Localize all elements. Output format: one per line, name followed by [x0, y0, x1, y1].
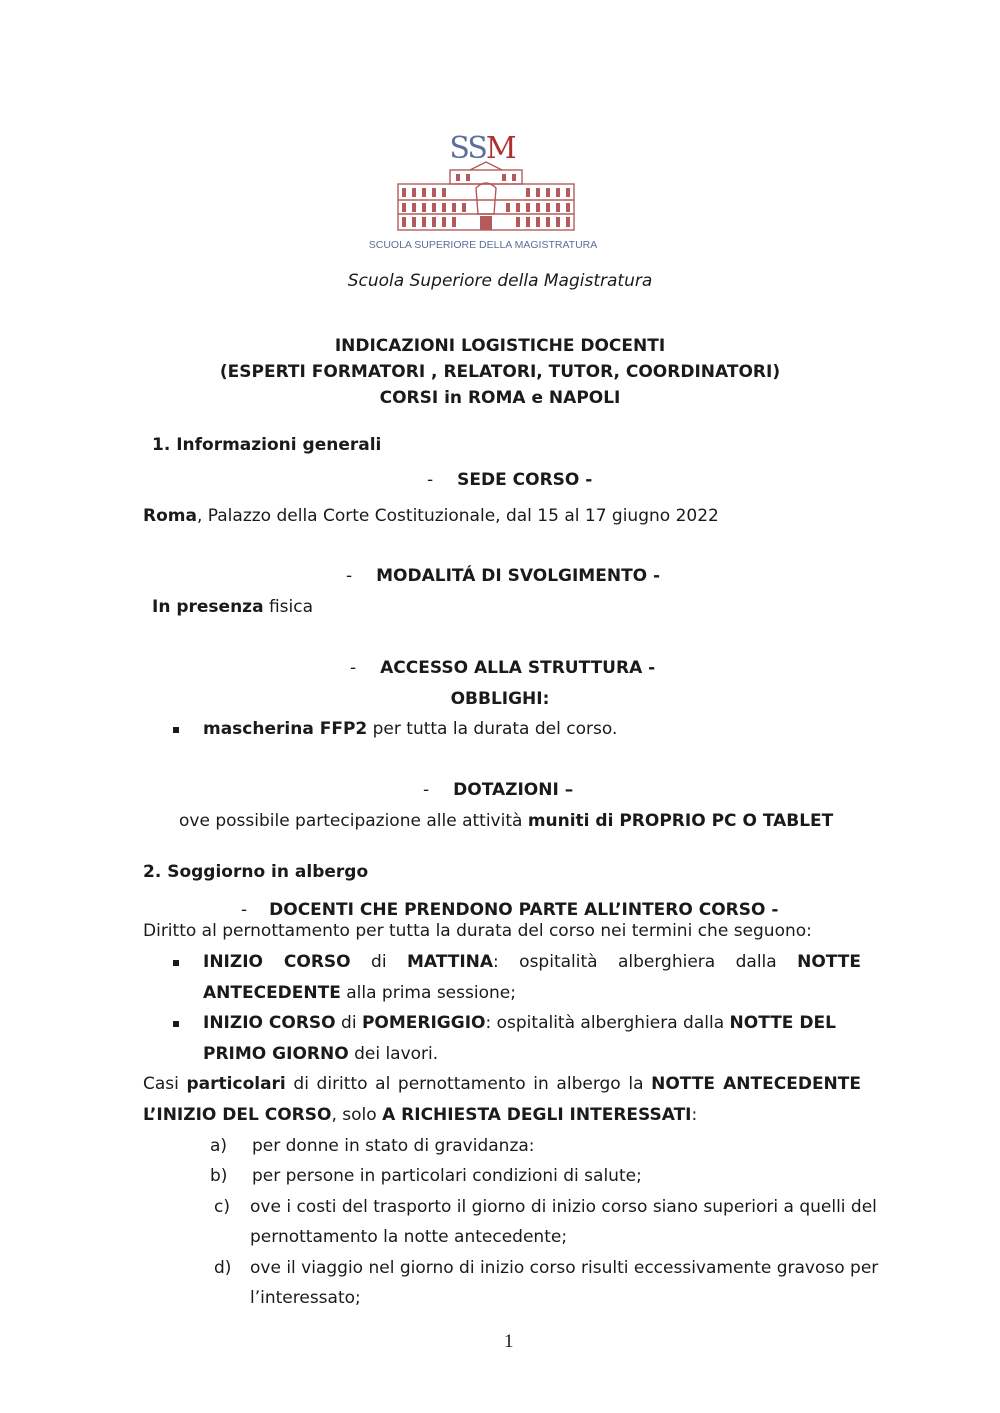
square-bullet-icon — [173, 727, 179, 733]
bullet-1-bold-2: MATTINA — [406, 952, 494, 972]
square-bullet-icon — [173, 960, 179, 966]
section-1-heading: 1. Informazioni generali — [152, 435, 382, 455]
modalita-bold: In presenza — [152, 597, 264, 617]
title-line-1: INDICAZIONI LOGISTICHE DOCENTI — [334, 336, 666, 356]
casi-bold-1: particolari — [186, 1074, 286, 1094]
list-item: ove i costi del trasporto il giorno di inizio corso siano superiori a quelli del — [250, 1197, 877, 1217]
list-item: per persone in particolari condizioni di salute; — [252, 1166, 642, 1186]
bullet-1-line-2 — [203, 983, 516, 1003]
accesso-heading-text: ACCESSO ALLA STRUTTURA - — [380, 658, 656, 678]
modalita-rest: fisica — [263, 597, 314, 617]
bullet-2-line-2 — [203, 1044, 438, 1064]
obblighi-label: OBBLIGHI: — [450, 689, 550, 709]
bullet-1-text-2: : ospitalità alberghiera dalla — [493, 952, 777, 972]
dotazioni-heading-text: DOTAZIONI – — [453, 780, 574, 800]
docenti-heading-text: DOCENTI CHE PRENDONO PARTE ALL’INTERO CORSO - — [269, 900, 779, 920]
bullet-1-bold-3: NOTTE — [797, 952, 861, 972]
dotazioni-rest: ove possibile partecipazione alle attività — [179, 811, 528, 831]
bullet-2-bold-3: NOTTE DEL — [729, 1013, 836, 1033]
bullet-2-bold-4: PRIMO GIORNO — [203, 1044, 349, 1064]
casi-bold-2: NOTTE ANTECEDENTE — [651, 1074, 861, 1094]
obblighi-item — [203, 719, 617, 739]
obblighi-item-text: per tutta la durata del corso. — [367, 719, 618, 739]
ssm-building-emblem — [368, 128, 598, 256]
dotazioni-text — [179, 811, 833, 831]
dash-marker: - — [350, 658, 357, 678]
dotazioni-heading — [423, 780, 573, 800]
logo-caption: SCUOLA SUPERIORE DELLA MAGISTRATURA — [368, 239, 598, 251]
list-marker: a) — [210, 1136, 228, 1156]
list-item: per donne in stato di gravidanza: — [252, 1136, 535, 1156]
casi-text-1: Casi — [143, 1074, 179, 1094]
modalita-heading-text: MODALITÁ DI SVOLGIMENTO - — [376, 566, 661, 586]
dash-marker: - — [427, 470, 434, 490]
dash-marker: - — [423, 780, 430, 800]
bullet-2-line-1 — [203, 1013, 861, 1033]
dotazioni-bold: muniti di PROPRIO PC O TABLET — [527, 811, 834, 831]
ssm-logo — [368, 128, 598, 256]
dash-marker: - — [241, 900, 248, 920]
casi-text-3: , solo — [331, 1105, 383, 1125]
sede-heading — [427, 470, 592, 490]
casi-text-4: : — [691, 1105, 698, 1125]
casi-bold-4: A RICHIESTA DEGLI INTERESSATI — [382, 1105, 692, 1125]
docenti-heading — [241, 900, 778, 920]
casi-line-2 — [143, 1105, 697, 1125]
bullet-1-bold-4: ANTECEDENTE — [203, 983, 341, 1003]
list-item-continuation: l’interessato; — [250, 1288, 361, 1308]
bullet-2-text-3: dei lavori. — [348, 1044, 439, 1064]
accesso-heading — [350, 658, 655, 678]
title-line-3: CORSI in ROMA e NAPOLI — [379, 388, 621, 408]
docenti-intro: Diritto al pernottamento per tutta la durata del corso nei termini che seguono: — [143, 921, 812, 941]
bullet-1-line-1 — [203, 952, 861, 972]
obblighi-item-bold: mascherina FFP2 — [203, 719, 368, 739]
page-number: 1 — [504, 1331, 514, 1352]
modalita-heading — [346, 566, 660, 586]
list-marker: b) — [210, 1166, 228, 1186]
bullet-2-bold-2: POMERIGGIO — [361, 1013, 486, 1033]
list-item: ove il viaggio nel giorno di inizio corso risulti eccessivamente gravoso per — [250, 1258, 879, 1278]
list-marker: d) — [214, 1258, 232, 1278]
casi-text-2: di diritto al pernottamento in albergo la — [293, 1074, 644, 1094]
bullet-1-bold-1: INIZIO CORSO — [203, 952, 351, 972]
dash-marker: - — [346, 566, 353, 586]
logo-mark: SSM — [449, 131, 515, 166]
bullet-1-text-3: alla prima sessione; — [340, 983, 516, 1003]
institution-name: Scuola Superiore della Magistratura — [347, 271, 653, 291]
sede-details: , Palazzo della Corte Costituzionale, dal 15 al 17 giugno 2022 — [196, 506, 719, 526]
bullet-1-text-1: di — [371, 952, 387, 972]
sede-heading-text: SEDE CORSO - — [457, 470, 593, 490]
square-bullet-icon — [173, 1021, 179, 1027]
sede-text — [143, 506, 719, 526]
casi-line-1 — [143, 1074, 861, 1094]
casi-bold-3: L’INIZIO DEL CORSO — [143, 1105, 332, 1125]
sede-city: Roma — [143, 506, 197, 526]
bullet-2-text-1: di — [335, 1013, 362, 1033]
list-item-continuation: pernottamento la notte antecedente; — [250, 1227, 568, 1247]
bullet-2-bold-1: INIZIO CORSO — [203, 1013, 336, 1033]
bullet-2-text-2: : ospitalità alberghiera dalla — [485, 1013, 730, 1033]
title-line-2: (ESPERTI FORMATORI , RELATORI, TUTOR, COORDINATORI) — [219, 362, 781, 382]
modalita-text — [152, 597, 313, 617]
list-marker: c) — [214, 1197, 230, 1217]
section-2-heading: 2. Soggiorno in albergo — [143, 862, 369, 882]
